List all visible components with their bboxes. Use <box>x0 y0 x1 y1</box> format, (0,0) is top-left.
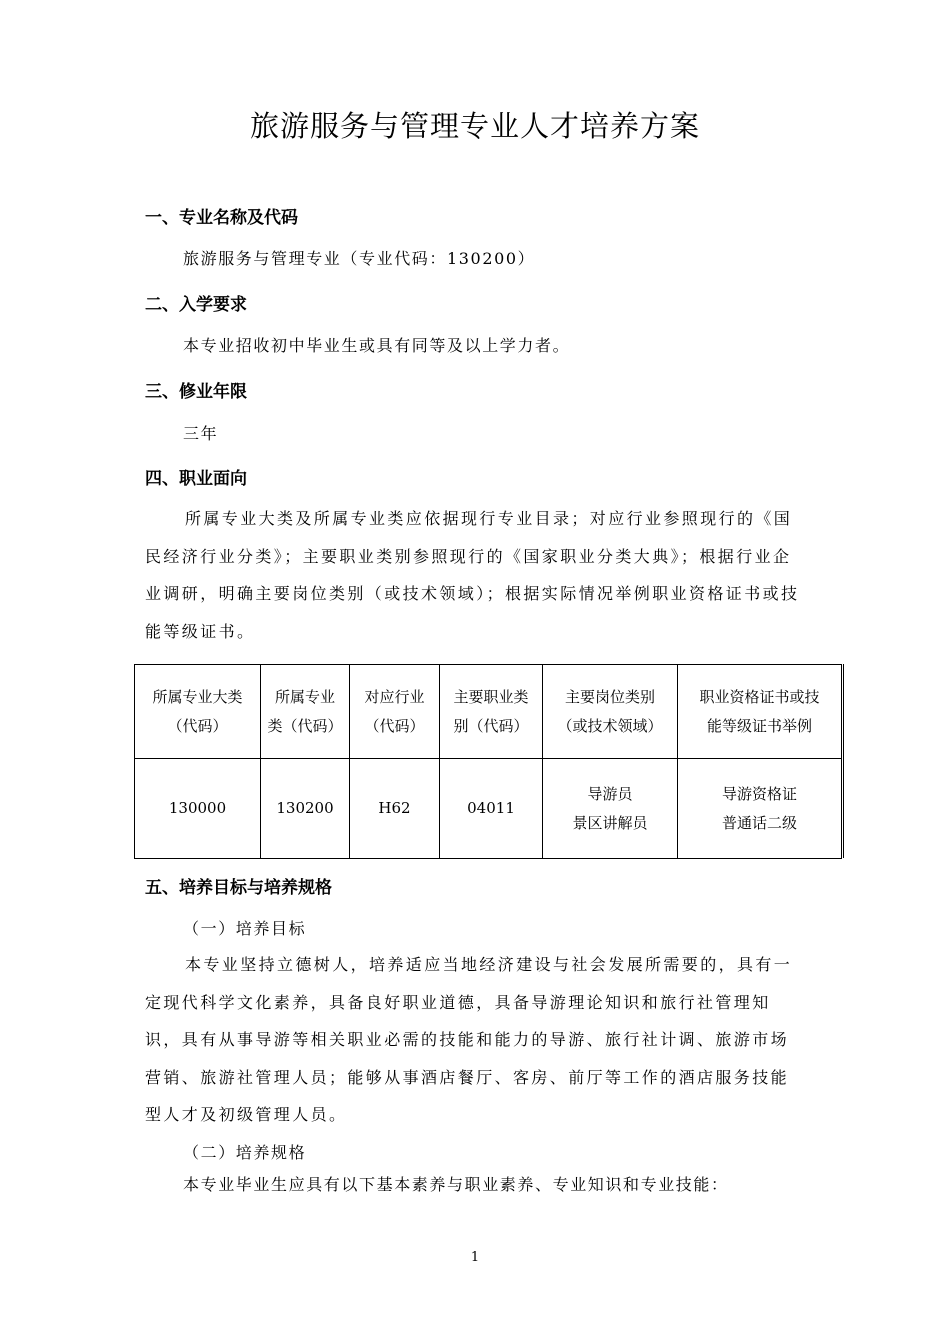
section-2-body: 本专业招收初中毕业生或具有同等及以上学力者。 <box>183 336 571 355</box>
table-header-cell: 所属专业 类（代码） <box>261 665 350 759</box>
table-cell-occupation-code: 04011 <box>440 759 543 859</box>
section-5-subheading-1: （一）培养目标 <box>183 919 307 938</box>
table-cell-industry-code: H62 <box>350 759 440 859</box>
table-cell-certificates: 导游资格证 普通话二级 <box>678 759 842 859</box>
section-4-body: 所属专业大类及所属专业类应依据现行专业目录；对应行业参照现行的《国民经济行业分类》；主要职业类别参照现行的《国家职业分类大典》；根据行业企业调研，明确主要岗位类别（或技术领域）；根据实际情况举例职业资格证书或技能等级证书。 <box>145 509 800 641</box>
table-cell-major-category-code: 130000 <box>135 759 261 859</box>
section-5-body-1: 本专业坚持立德树人，培养适应当地经济建设与社会发展所需要的，具有一定现代科学文化素养，具备良好职业道德，具备导游理论知识和旅行社管理知识，具有从事导游等相关职业必需的技能和能力的导游、旅行社计调、旅游市场营销、旅游社管理人员；能够从事酒店餐厅、客房、前厅等工作的酒店服务技能型人才及初级管理人员。 <box>145 955 793 1124</box>
section-5-heading: 五、培养目标与培养规格 <box>145 878 332 898</box>
section-2-heading: 二、入学要求 <box>145 295 247 315</box>
table-double-border <box>843 664 844 858</box>
section-5-subheading-2: （二）培养规格 <box>183 1143 307 1162</box>
table-header-row <box>135 665 842 759</box>
occupation-table <box>134 664 842 859</box>
section-3-heading: 三、修业年限 <box>145 382 247 402</box>
section-3-body: 三年 <box>183 424 219 443</box>
page-title: 旅游服务与管理专业人才培养方案 <box>249 109 700 143</box>
table-header-cell: 所属专业大类 （代码） <box>135 665 261 759</box>
section-1-heading: 一、专业名称及代码 <box>145 208 298 228</box>
table-header-cell: 对应行业 （代码） <box>350 665 440 759</box>
page-number: 1 <box>470 1250 480 1265</box>
table-row <box>135 759 842 859</box>
section-1-body: 旅游服务与管理专业（专业代码：130200） <box>183 249 536 268</box>
table-cell-positions: 导游员 景区讲解员 <box>543 759 678 859</box>
table-cell-major-class-code: 130200 <box>261 759 350 859</box>
section-4-heading: 四、职业面向 <box>145 469 247 489</box>
section-5-body-2: 本专业毕业生应具有以下基本素养与职业素养、专业知识和专业技能： <box>183 1175 729 1194</box>
table-header-cell: 职业资格证书或技 能等级证书举例 <box>678 665 842 759</box>
table-header-cell: 主要职业类 别（代码） <box>440 665 543 759</box>
table-header-cell: 主要岗位类别 （或技术领域） <box>543 665 678 759</box>
